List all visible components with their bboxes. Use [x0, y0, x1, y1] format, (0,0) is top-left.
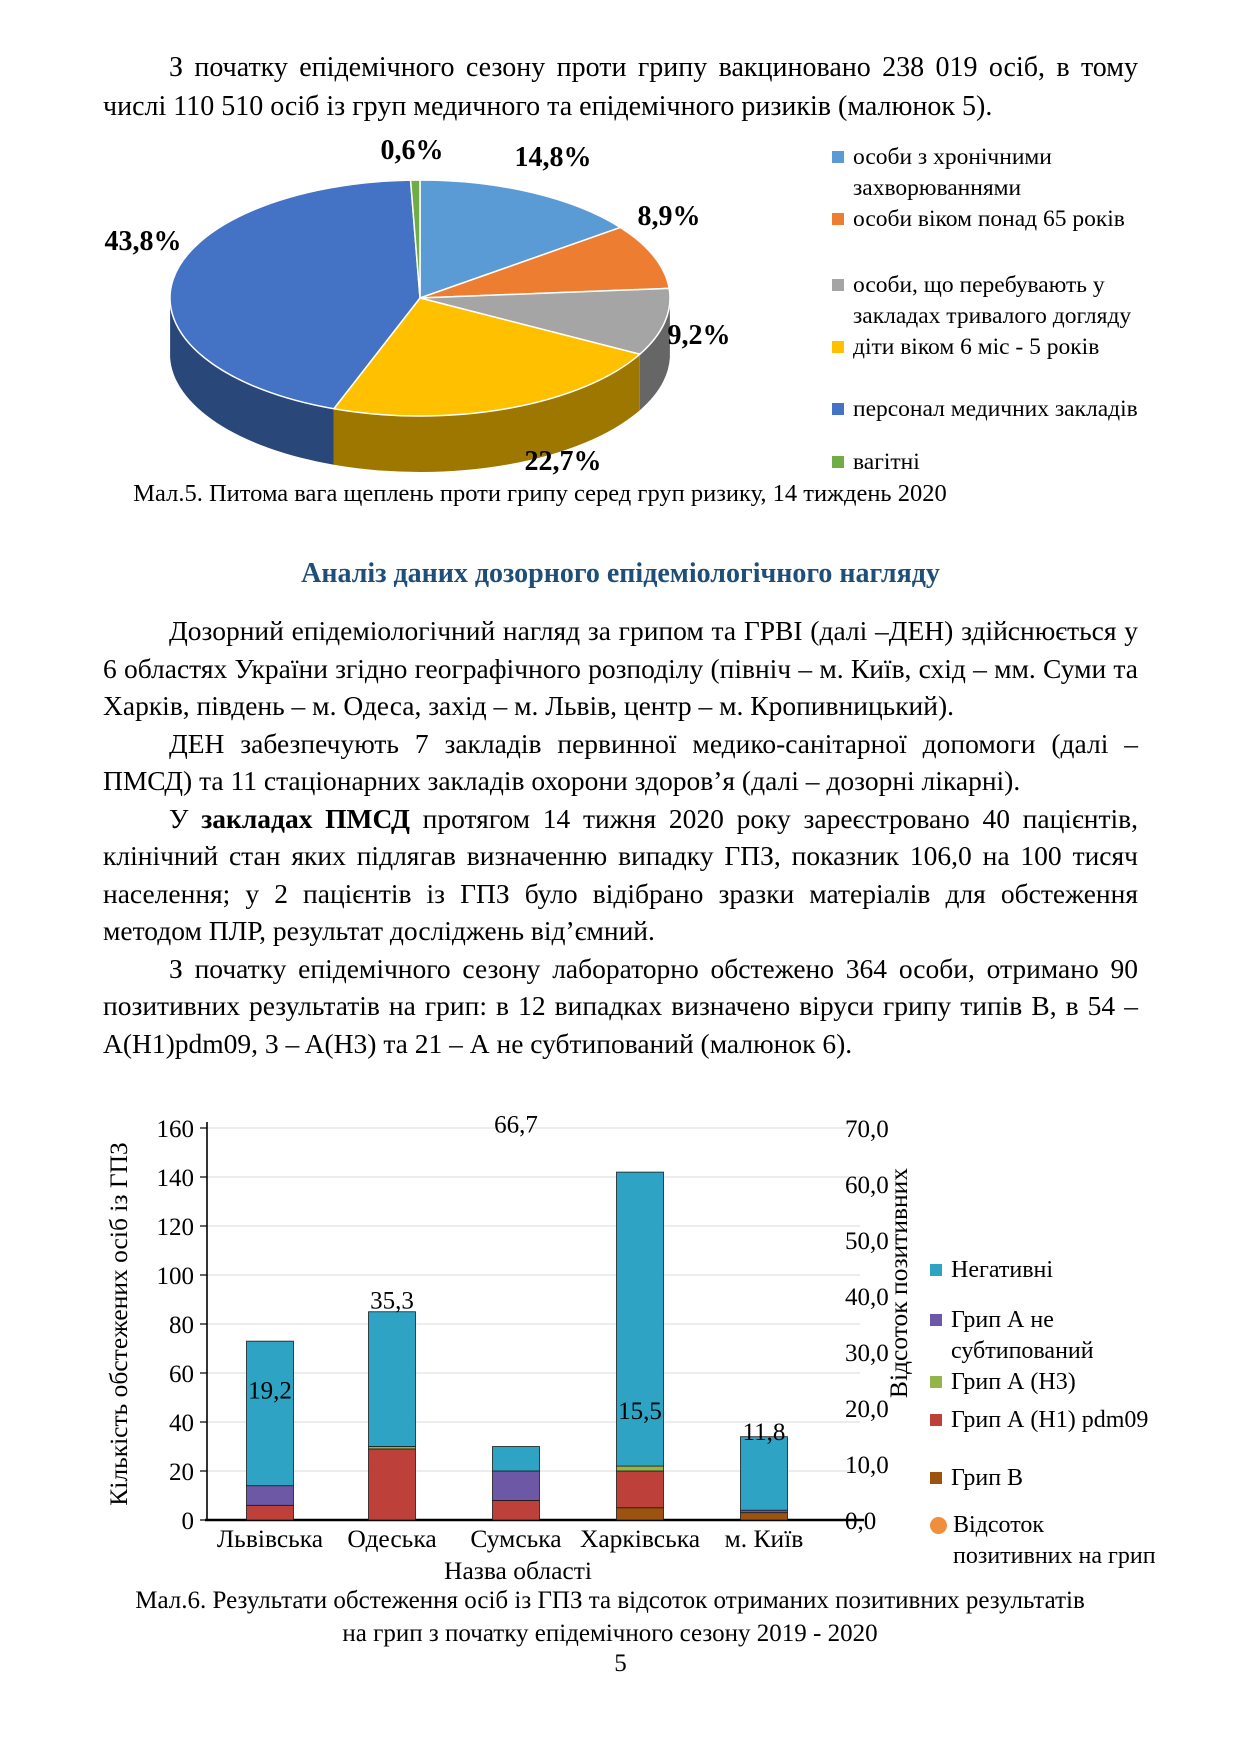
fig6-caption: [25, 1584, 1195, 1650]
paragraph-pmsd: [103, 800, 1138, 950]
fig6-legend: [930, 1255, 1180, 1572]
legend-color-swatch: [930, 1472, 942, 1484]
category-label: Харківська: [579, 1524, 701, 1553]
category-label: Львівська: [216, 1524, 324, 1553]
pie-value-label: 14,8%: [514, 142, 592, 173]
x-axis-title: Назва області: [444, 1556, 592, 1585]
left-axis-tick-label: 160: [156, 1116, 194, 1143]
legend-label: особи віком понад 65 років: [853, 206, 1125, 232]
percent-data-label: 35,3: [370, 1287, 414, 1315]
left-axis-tick-label: 100: [156, 1263, 194, 1290]
pie-value-label: 9,2%: [667, 320, 731, 351]
percent-data-label: 19,2: [248, 1377, 292, 1405]
legend-label: Грип А (Н3): [951, 1369, 1076, 1395]
bar-segment: [493, 1471, 540, 1500]
percent-data-label: 11,8: [742, 1418, 786, 1446]
legend-label: діти віком 6 міс - 5 років: [853, 334, 1100, 360]
legend-color-swatch: [832, 279, 844, 291]
paragraph-den: Дозорний епідеміологічний нагляд за грипом та ГРВІ (далі –ДЕН) здійснюється у 6 областях України згідно географічного розподілу (північ – м. Київ, схід – мм. Суми та Харків, південь – м. Одеса, захід – м. Львів, центр – м. Кропивницький).: [103, 615, 1138, 721]
legend-color-swatch: [930, 1264, 942, 1276]
legend-label: вагітні: [853, 449, 920, 475]
legend-item: [832, 394, 1162, 425]
fig6-caption-line2: на грип з початку епідемічного сезону 2019 - 2020: [342, 1620, 878, 1647]
percent-data-label: 15,5: [618, 1398, 662, 1426]
left-axis-tick-label: 20: [169, 1459, 194, 1486]
percent-data-label: 66,7: [494, 1111, 538, 1139]
pie-value-label: 22,7%: [524, 446, 602, 477]
bar-segment: [369, 1449, 416, 1520]
legend-item: [930, 1463, 1180, 1494]
bar-segment: [617, 1508, 664, 1520]
legend-color-swatch: [930, 1314, 942, 1326]
paragraph-zaklady: ДЕН забезпечують 7 закладів первинної медико-санітарної допомоги (далі – ПМСД) та 11 стаціонарних закладів охорони здоров’я (далі – дозорні лікарні).: [103, 727, 1138, 796]
bar-segment: [493, 1447, 540, 1472]
legend-label: Негативні: [951, 1257, 1054, 1283]
fig5-pie-chart: [40, 128, 810, 488]
legend-item: [832, 142, 1162, 204]
right-axis-tick-label: 50,0: [845, 1228, 889, 1255]
right-axis-tick-label: 20,0: [845, 1396, 889, 1423]
bar-segment: [369, 1312, 416, 1447]
legend-item: [832, 270, 1162, 332]
left-axis-tick-label: 40: [169, 1410, 194, 1437]
left-axis-tick-label: 60: [169, 1361, 194, 1388]
body-text: [103, 612, 1138, 1062]
pie-value-label: 8,9%: [637, 201, 701, 232]
left-axis-tick-label: 120: [156, 1214, 194, 1241]
legend-item: [832, 332, 1162, 363]
bar-segment: [493, 1500, 540, 1520]
category-label: м. Київ: [724, 1524, 804, 1553]
right-axis-tick-label: 40,0: [845, 1284, 889, 1311]
legend-item: [930, 1255, 1180, 1286]
bar-segment: [617, 1471, 664, 1508]
paragraph-season: З початку епідемічного сезону лабораторно обстежено 364 особи, отримано 90 позитивних результатів на грип: в 12 випадках визначено віруси грипу типів В, в 54 – A(H1)pdm09, 3 – A(H3) та 21 – А не субтипований (малюнок 6).: [103, 952, 1138, 1059]
legend-label: Грип А не субтипований: [951, 1307, 1094, 1364]
legend-color-swatch: [930, 1414, 942, 1426]
left-axis-tick-label: 0: [181, 1508, 194, 1535]
left-axis-tick-label: 80: [169, 1312, 194, 1339]
bar-segment: [247, 1486, 294, 1506]
bar-segment: [741, 1513, 788, 1520]
legend-item: [832, 447, 1162, 478]
fig5-caption: Мал.5. Питома вага щеплень проти грипу серед груп ризику, 14 тиждень 2020: [133, 480, 947, 507]
left-axis-title: Кількість обстежених осіб із ГПЗ: [104, 1142, 133, 1506]
legend-color-swatch: [832, 151, 844, 163]
right-axis-tick-label: 30,0: [845, 1340, 889, 1367]
bar-segment: [617, 1466, 664, 1471]
paragraph-pmsd-bold: закладах ПМСД: [201, 802, 410, 834]
legend-color-swatch: [832, 456, 844, 468]
legend-label: персонал медичних закладів: [853, 396, 1138, 422]
category-label: Одеська: [347, 1524, 437, 1553]
legend-label: Грип А (Н1) pdm09: [951, 1407, 1149, 1433]
right-axis-tick-label: 60,0: [845, 1172, 889, 1199]
right-axis-tick-label: 70,0: [845, 1116, 889, 1143]
legend-circle-marker: [930, 1517, 947, 1534]
bar-segment: [741, 1437, 788, 1511]
legend-item: [930, 1405, 1180, 1436]
legend-item: [930, 1510, 1180, 1572]
right-axis-tick-label: 10,0: [845, 1452, 889, 1479]
fig6-caption-line1: Мал.6. Результати обстеження осіб із ГПЗ та відсоток отриманих позитивних результатів: [135, 1587, 1085, 1614]
legend-color-swatch: [832, 403, 844, 415]
bar-segment: [247, 1505, 294, 1520]
legend-label: особи з хронічними захворюваннями: [853, 144, 1052, 201]
bar-segment: [247, 1341, 294, 1486]
paragraph-pmsd-rest: протягом 14 тижня 2020 року зареєстровано 40 пацієнтів, клінічний стан яких підлягав визначенню випадку ГПЗ, показник 106,0 на 100 тисяч населення; у 2 пацієнтів із ГПЗ було відібрано зразки матеріалів для обстеження методом ПЛР, результат досліджень від’ємний.: [103, 802, 1138, 946]
legend-item: [930, 1305, 1180, 1367]
pie-value-label: 0,6%: [380, 135, 444, 166]
legend-color-swatch: [930, 1376, 942, 1388]
right-axis-title: Відсоток позитивних: [884, 1167, 913, 1399]
section-heading: Аналіз даних дозорного епідеміологічного нагляду: [301, 558, 940, 589]
pie-value-label: 43,8%: [104, 226, 182, 257]
category-label: Сумська: [470, 1524, 562, 1553]
legend-label: Відсоток позитивних на грип: [953, 1512, 1156, 1569]
right-axis-tick-label: 0,0: [845, 1508, 877, 1535]
intro-paragraph: З початку епідемічного сезону проти грипу вакциновано 238 019 осіб, в тому числі 110 510 осіб із груп медичного та епідемічного ризиків (малюнок 5).: [103, 52, 1138, 122]
page-number: 5: [614, 1650, 627, 1677]
left-axis-tick-label: 140: [156, 1165, 194, 1192]
legend-item: [930, 1367, 1180, 1398]
legend-color-swatch: [832, 213, 844, 225]
fig5-legend: [832, 142, 1162, 478]
paragraph-pmsd-prefix: У: [169, 802, 202, 834]
legend-label: Грип В: [951, 1465, 1024, 1491]
legend-label: особи, що перебувають у закладах тривалого догляду: [853, 272, 1132, 329]
legend-item: [832, 204, 1162, 235]
legend-color-swatch: [832, 341, 844, 353]
